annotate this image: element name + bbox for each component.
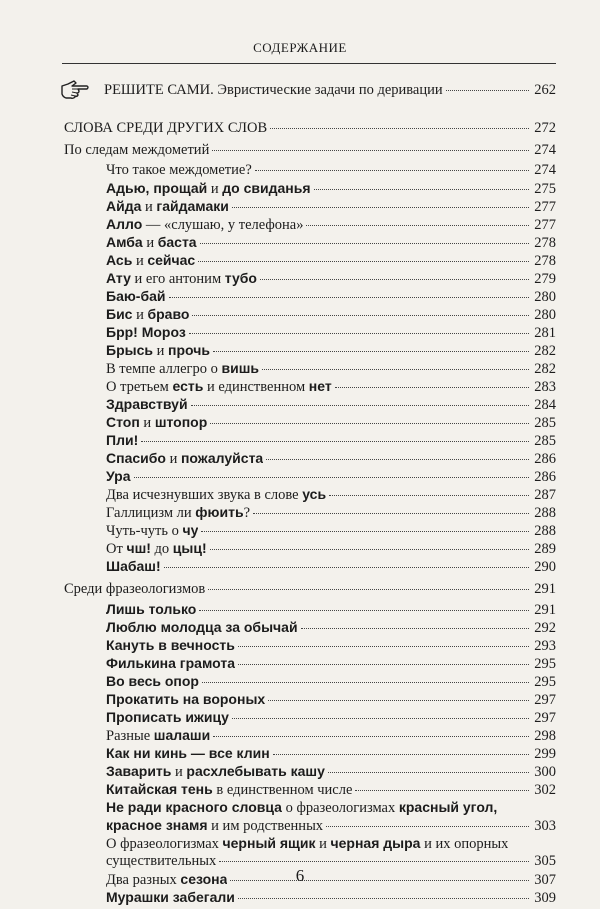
dot-leader — [200, 243, 529, 244]
toc-text: СЛОВА СРЕДИ ДРУГИХ СЛОВ — [64, 120, 268, 136]
toc-page-number: 286 — [534, 451, 556, 467]
toc-text: От — [106, 541, 127, 557]
toc-text: Чуть-чуть о — [106, 523, 183, 539]
toc-entry — [106, 780, 556, 799]
dot-leader — [270, 128, 529, 129]
toc-entry — [106, 557, 556, 576]
toc-entry — [106, 197, 556, 216]
dot-leader — [260, 279, 529, 280]
toc-term: Мурашки забегали — [106, 889, 235, 905]
toc-entry — [106, 798, 556, 817]
dot-leader — [134, 477, 529, 478]
toc-entry-title — [64, 580, 205, 598]
toc-text: и — [315, 836, 331, 852]
toc-section — [64, 141, 556, 159]
toc-entry — [106, 467, 556, 486]
toc-term: шалаши — [153, 727, 211, 743]
toc-page-number: 303 — [534, 818, 556, 834]
toc-text: Галлицизм ли — [106, 505, 196, 521]
dot-leader — [210, 549, 529, 550]
toc-page-number: 300 — [534, 764, 556, 780]
toc-term: красный угол, — [398, 799, 498, 815]
toc-entry-title — [106, 359, 259, 378]
toc-term: Здравствуй — [106, 396, 188, 412]
toc-entry-title — [106, 197, 229, 216]
toc-text: и — [207, 181, 223, 197]
toc-term: Прописать ижицу — [106, 709, 229, 725]
toc-section — [64, 580, 556, 598]
toc-entry-title — [106, 269, 257, 288]
toc-page-number: 297 — [534, 710, 556, 726]
toc-term: Заварить — [106, 763, 172, 779]
toc-page-number: 288 — [534, 523, 556, 539]
toc-entry — [106, 690, 556, 709]
toc-entry-title — [106, 161, 252, 179]
toc-text: и — [152, 343, 168, 359]
toc-page-number: 291 — [534, 581, 556, 597]
toc-entry-title — [106, 431, 138, 450]
toc-entry-title — [106, 744, 270, 763]
toc-page-number: 291 — [534, 602, 556, 618]
dot-leader — [335, 387, 529, 388]
toc-text: и — [142, 235, 158, 251]
toc-term: браво — [147, 306, 190, 322]
toc-page-number: 286 — [534, 469, 556, 485]
toc-text: и — [132, 253, 148, 269]
toc-text: Что такое междометие? — [106, 162, 252, 178]
toc-term: Амба — [106, 234, 143, 250]
dot-leader — [189, 333, 529, 334]
toc-page-number: 274 — [534, 142, 556, 158]
toc-entry-title — [106, 539, 207, 558]
toc-page-number: 280 — [534, 289, 556, 305]
dot-leader — [273, 754, 529, 755]
toc-entry — [106, 485, 556, 504]
toc-entry-title — [106, 834, 508, 853]
toc-page-number: 292 — [534, 620, 556, 636]
dot-leader — [301, 628, 529, 629]
toc-term: Люблю молодца за обычай — [106, 619, 298, 635]
toc-term: тубо — [224, 270, 257, 286]
toc-term: фюить — [195, 504, 244, 520]
toc-entry-title — [106, 305, 189, 324]
toc-text: и их опорных — [420, 836, 509, 852]
toc-entry — [106, 287, 556, 306]
toc-entry — [106, 888, 556, 907]
toc-page-number: 290 — [534, 559, 556, 575]
toc-entry-title — [106, 215, 303, 234]
toc-term: черная дыра — [330, 835, 421, 851]
toc-term: чш! — [126, 540, 151, 556]
toc-entry-title — [106, 377, 332, 396]
toc-term: штопор — [154, 414, 208, 430]
toc-entry — [106, 708, 556, 727]
toc-entry-title — [106, 798, 497, 817]
toc-entry-title — [106, 654, 235, 673]
toc-page-number: 277 — [534, 199, 556, 215]
toc-term: Ась — [106, 252, 133, 268]
toc-entry — [106, 600, 556, 619]
toc-term: вишь — [221, 360, 259, 376]
dot-leader — [238, 646, 529, 647]
toc-entry-title — [106, 618, 298, 637]
dot-leader — [232, 207, 529, 208]
toc-entry-title — [106, 708, 229, 727]
dot-leader — [219, 861, 529, 862]
toc-term: усь — [302, 486, 327, 502]
dot-leader — [192, 315, 529, 316]
toc-entry — [106, 341, 556, 360]
toc-entry-title — [106, 557, 161, 576]
page-number: 6 — [295, 866, 305, 885]
toc-text: Разные — [106, 728, 154, 744]
toc-page-number: 282 — [534, 361, 556, 377]
toc-page-number: 307 — [534, 872, 556, 888]
toc-entry-title — [104, 81, 443, 99]
toc-entry-title — [106, 467, 131, 486]
toc-entry — [106, 161, 556, 179]
toc-text: — «слушаю, у телефона» — [142, 217, 304, 233]
toc-page-number: 280 — [534, 307, 556, 323]
toc-term: сейчас — [147, 252, 196, 268]
toc-page-number: 295 — [534, 674, 556, 690]
toc-text: О третьем — [106, 379, 173, 395]
toc-entry — [106, 503, 556, 522]
toc-entry — [106, 521, 556, 540]
dot-leader — [314, 189, 529, 190]
toc-entry-title — [106, 485, 326, 504]
toc-entry-title — [106, 762, 325, 781]
toc-entry-title — [106, 413, 207, 432]
toc-entry — [106, 449, 556, 468]
toc-page-number: 275 — [534, 181, 556, 197]
toc-entry-title — [106, 233, 197, 252]
dot-leader — [355, 790, 529, 791]
dot-leader — [213, 736, 529, 737]
toc-text: По следам междометий — [64, 142, 210, 158]
toc-term: Китайская тень — [106, 781, 213, 797]
toc-text: до — [150, 541, 173, 557]
toc-page-number: 281 — [534, 325, 556, 341]
toc-entry-title — [106, 323, 186, 342]
toc-entry-title — [106, 672, 199, 691]
toc-text: и — [139, 415, 155, 431]
toc-term: Шабаш! — [106, 558, 161, 574]
toc-term: Адью, прощай — [106, 180, 208, 196]
toc-entry-title — [106, 636, 235, 655]
toc-page-number: 278 — [534, 253, 556, 269]
toc-term: черный ящик — [222, 835, 316, 851]
toc-text: о фразеологизмах — [281, 800, 399, 816]
toc-text: О фразеологизмах — [106, 836, 223, 852]
toc-term: гайдамаки — [156, 198, 229, 214]
dot-leader — [446, 90, 529, 91]
toc-entry — [106, 359, 556, 378]
toc-text: Среди фразеологизмов — [64, 581, 206, 597]
dot-leader — [169, 297, 529, 298]
toc-entry-title — [106, 726, 210, 745]
toc-entry — [106, 215, 556, 234]
toc-section — [104, 81, 556, 99]
toc-entry-title — [64, 119, 267, 137]
toc-page-number: 293 — [534, 638, 556, 654]
toc-term: нет — [308, 378, 332, 394]
dot-leader — [253, 513, 529, 514]
toc-term: Ату — [106, 270, 131, 286]
toc-term: Пли! — [106, 432, 139, 448]
toc-text: ? — [243, 505, 250, 521]
toc-entry — [106, 744, 556, 763]
toc-entry — [106, 834, 556, 853]
toc-entry-title — [106, 816, 323, 835]
toc-term: пожалуйста — [180, 450, 264, 466]
toc-entry — [106, 654, 556, 673]
dot-leader — [164, 567, 529, 568]
dot-leader — [141, 441, 529, 442]
toc-text: В темпе аллегро о — [106, 361, 222, 377]
toc-text: и его антоним — [130, 271, 225, 287]
toc-page-number: 302 — [534, 782, 556, 798]
toc-entry-title — [106, 179, 311, 198]
toc-term: Баю-бай — [106, 288, 166, 304]
toc-term: Брр! Мороз — [106, 324, 186, 340]
toc-term: расхлебывать кашу — [186, 763, 325, 779]
toc-page-number: 305 — [534, 853, 556, 869]
toc-page-number: 262 — [534, 82, 556, 98]
toc-term: Ура — [106, 468, 131, 484]
toc-entry-title — [106, 395, 188, 414]
dot-leader — [199, 610, 529, 611]
toc-text: и — [132, 307, 148, 323]
dot-leader — [213, 351, 529, 352]
dot-leader — [212, 150, 529, 151]
toc-entry — [106, 636, 556, 655]
toc-entry-title — [106, 287, 166, 306]
dot-leader — [268, 700, 529, 701]
toc-page-number: 297 — [534, 692, 556, 708]
toc-text: и им родственных — [207, 818, 324, 834]
toc-entry — [106, 539, 556, 558]
dot-leader — [208, 589, 529, 590]
toc-term: Во весь опор — [106, 673, 199, 689]
toc-term: Алло — [106, 216, 143, 232]
toc-entry-title — [106, 690, 265, 709]
dot-leader — [202, 682, 529, 683]
toc-term: Филькина грамота — [106, 655, 235, 671]
toc-page-number: 299 — [534, 746, 556, 762]
dot-leader — [328, 772, 529, 773]
toc-entry — [106, 251, 556, 270]
toc-section — [64, 119, 556, 137]
toc-text: Два исчезнувших звука в слове — [106, 487, 303, 503]
toc-term: баста — [157, 234, 197, 250]
toc-term: Айда — [106, 198, 142, 214]
toc-term: Кануть в вечность — [106, 637, 235, 653]
toc-entry-title — [106, 449, 263, 468]
dot-leader — [262, 369, 529, 370]
toc-entry — [106, 179, 556, 198]
toc-page-number: 288 — [534, 505, 556, 521]
toc-entry — [106, 762, 556, 781]
toc-page-number: 278 — [534, 235, 556, 251]
toc-entry — [106, 672, 556, 691]
toc-entry — [106, 233, 556, 252]
toc-entry-title — [106, 503, 250, 522]
toc-term: есть — [172, 378, 204, 394]
toc-entry-title — [106, 600, 196, 619]
toc-term: цыц! — [172, 540, 207, 556]
toc-term: Как ни кинь — все клин — [106, 745, 270, 761]
toc-entry — [106, 395, 556, 414]
toc-term: Лишь только — [106, 601, 197, 617]
toc-page-number: 282 — [534, 343, 556, 359]
toc-page-number: 272 — [534, 120, 556, 136]
toc-page-number: 289 — [534, 541, 556, 557]
toc-term: прочь — [167, 342, 210, 358]
toc-term: Стоп — [106, 414, 140, 430]
toc-page-number: 285 — [534, 433, 556, 449]
toc-entry — [106, 726, 556, 745]
toc-entry — [106, 269, 556, 288]
running-head: СОДЕРЖАНИЕ — [253, 40, 347, 55]
dot-leader — [201, 531, 529, 532]
toc-page-number: 295 — [534, 656, 556, 672]
toc-page-number: 287 — [534, 487, 556, 503]
dot-leader — [306, 225, 529, 226]
toc-page-number: 298 — [534, 728, 556, 744]
toc-page-number: 285 — [534, 415, 556, 431]
toc-entry — [106, 413, 556, 432]
toc-entry-title — [64, 141, 209, 159]
toc-term: до свиданья — [222, 180, 311, 196]
dot-leader — [210, 423, 529, 424]
dot-leader — [198, 261, 529, 262]
toc-text: в единственном числе — [212, 782, 353, 798]
dot-leader — [232, 718, 529, 719]
dot-leader — [191, 405, 529, 406]
toc-term: Бис — [106, 306, 133, 322]
toc-entry-title — [106, 780, 352, 799]
toc-entry — [106, 377, 556, 396]
toc-text: и — [165, 451, 181, 467]
toc-text: и — [141, 199, 157, 215]
toc-entry — [106, 618, 556, 637]
dot-leader — [329, 495, 529, 496]
toc-page-number: 283 — [534, 379, 556, 395]
toc-term: сезона — [180, 871, 228, 887]
toc-page-number: 274 — [534, 162, 556, 178]
toc-entry — [106, 305, 556, 324]
toc-term: Не ради красного словца — [106, 799, 282, 815]
toc-entry-title — [106, 341, 210, 360]
toc-page-number: 277 — [534, 217, 556, 233]
toc-page-number: 309 — [534, 890, 556, 906]
dot-leader — [326, 826, 529, 827]
dot-leader — [255, 170, 529, 171]
toc-entry — [106, 816, 556, 835]
dot-leader — [266, 459, 529, 460]
dot-leader — [238, 898, 529, 899]
toc-entry-title — [106, 521, 198, 540]
pointing-hand-icon — [60, 78, 90, 100]
toc-page-number: 284 — [534, 397, 556, 413]
toc-term: чу — [182, 522, 199, 538]
toc-text: существительных — [106, 853, 217, 869]
toc-text: и единственном — [203, 379, 309, 395]
toc-term: Спасибо — [106, 450, 166, 466]
toc-entry — [106, 323, 556, 342]
dot-leader — [238, 664, 529, 665]
toc-page-number: 279 — [534, 271, 556, 287]
toc-term: красное знамя — [106, 817, 208, 833]
toc-entry-title — [106, 251, 195, 270]
toc-text: и — [171, 764, 187, 780]
toc-term: Брысь — [106, 342, 153, 358]
toc-entry — [106, 431, 556, 450]
toc-text: Два разных — [106, 872, 181, 888]
header-rule — [62, 63, 556, 64]
toc-entry-title — [106, 888, 235, 907]
toc-text: РЕШИТЕ САМИ. Эвристические задачи по деривации — [104, 82, 443, 98]
toc-term: Прокатить на вороных — [106, 691, 266, 707]
